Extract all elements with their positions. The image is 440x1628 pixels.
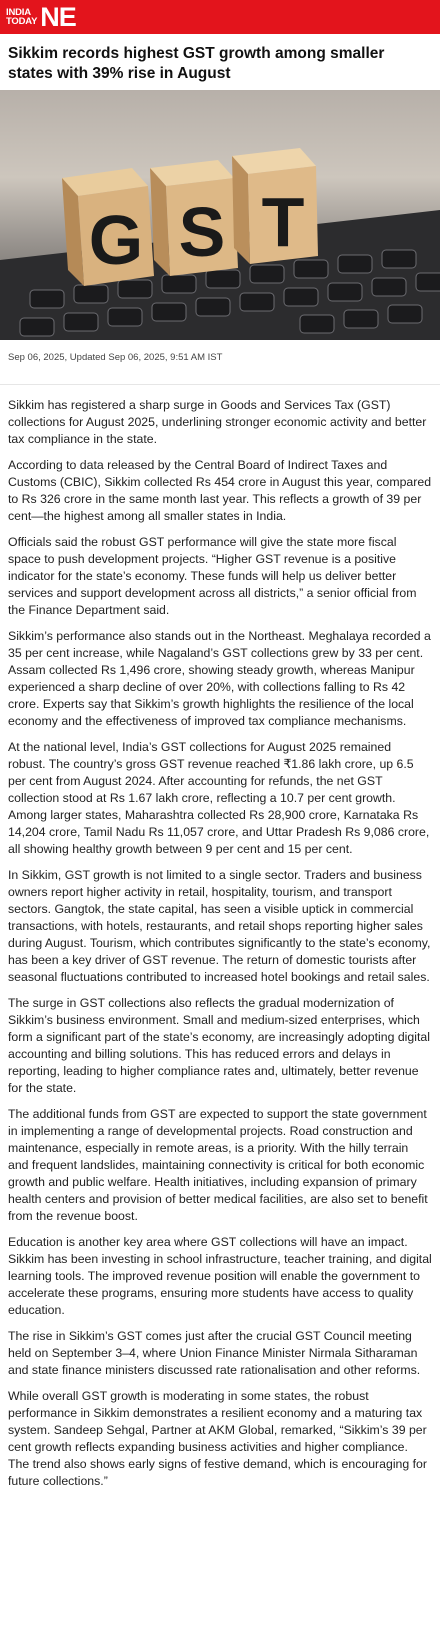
article-paragraph: Sikkim has registered a sharp surge in Goods and Services Tax (GST) collections for August 2025, underlining stronger economic activity and better tax compliance in the state. [8,398,427,446]
block-g [62,168,154,286]
hero-image-gst-blocks-on-calculator [0,90,440,340]
block-g-letter: G [88,201,144,279]
logo-line-india: INDIA [6,6,31,18]
article-paragraph: According to data released by the Central Board of Indirect Taxes and Customs (CBIC), Sikkim collected Rs 454 crore in August this year, compared to Rs 326 crore in the same month last year. This reflects a growth of 39 per cent—the highest among all smaller states in India. [8,458,432,523]
article-paragraph: Sikkim’s performance also stands out in the Northeast. Meghalaya recorded a 35 per cent increase, while Nagaland’s GST collections grew by 33 per cent. Assam collected Rs 1,496 crore, showing steady growth, whereas Manipur experienced a sharp decline of over 20%, with collections falling to Rs 42 crore. Experts say that Sikkim’s growth highlights the resilience of the local economy and the effectiveness of improved tax compliance mechanisms. [8,629,431,728]
article-paragraph: Education is another key area where GST collections will have an impact. Sikkim has been investing in school infrastructure, teacher training, and digital learning tools. The improved revenue position will enable the government to accelerate these programs, ensuring more students have access to quality education. [8,1235,432,1317]
section-divider [0,384,440,385]
hero-illustration [0,90,440,340]
logo-line-today: TODAY [6,16,38,27]
logo-wordmark [6,8,37,27]
block-s-letter: S [178,193,226,271]
article-paragraph: The additional funds from GST are expected to support the state government in implementing a range of developmental projects. Road construction and maintenance, especially in remote areas, is a priority. With the hilly terrain and frequent landslides, maintaining connectivity is critical for both economic growth and public welfare. Health initiatives, including expansion of primary health centers and provision of better medical facilities, are also set to benefit from the revenue boost. [8,1107,428,1223]
block-t-letter: T [261,183,305,261]
block-s [150,160,238,276]
article-body [0,397,440,1519]
block-t [232,148,318,264]
article-dateline: Sep 06, 2025, Updated Sep 06, 2025, 9:51 AM IST [8,352,223,363]
article-headline: Sikkim records highest GST growth among smaller states with 39% rise in August [8,45,385,82]
article-paragraph: At the national level, India’s GST collections for August 2025 remained robust. The country’s gross GST revenue reached ₹1.86 lakh crore, up 6.5 per cent from August 2024. After accounting for refunds, the net GST collection stood at Rs 1.67 lakh crore, reflecting a 10.7 per cent growth. Among larger states, Maharashtra collected Rs 28,900 crore, Karnataka Rs 14,204 crore, Tamil Nadu Rs 11,057 crore, and Uttar Pradesh Rs 9,086 crore, all showing healthy growth between 9 per cent and 15 per cent. [8,740,430,856]
india-today-ne-logo[interactable] [6,3,76,31]
article-paragraph: The surge in GST collections also reflects the gradual modernization of Sikkim’s business environment. Small and medium-sized enterprises, which form a significant part of the state’s economy, are increasingly adopting digital accounting and billing solutions. This has reduced errors and delays in reporting, leading to higher compliance rates and, ultimately, better revenue for the state. [8,996,430,1095]
site-header [0,0,440,34]
article-paragraph: While overall GST growth is moderating in some states, the robust performance in Sikkim demonstrates a resilient economy and a maturing tax system. Sandeep Sehgal, Partner at AKM Global, remarked, “Sikkim’s 39 per cent growth reflects expanding business activities and higher compliance. The trend also shows early signs of festive demand, which is encouraging for future collections.” [8,1389,427,1488]
article-paragraph: Officials said the robust GST performance will give the state more fiscal space to push development projects. “Higher GST revenue is a positive indicator for the state’s economy. These funds will help us deliver better services and support development across all districts,” a senior official from the Finance Department said. [8,535,417,617]
article-paragraph: In Sikkim, GST growth is not limited to a single sector. Traders and business owners report higher activity in retail, hospitality, tourism, and transport sectors. Gangtok, the state capital, has seen a visible uptick in commercial transactions, with hotels, restaurants, and retail shops reporting higher sales during August. Tourism, which contributes significantly to the state’s economy, has been a key driver of GST revenue. The return of domestic tourists after seasonal fluctuations contributed to increased hotel bookings and retail sales. [8,868,431,984]
article-paragraph: The rise in Sikkim’s GST comes just after the crucial GST Council meeting held on September 3–4, where Union Finance Minister Nirmala Sitharaman and state finance ministers discussed rate rationalisation and other reforms. [8,1329,421,1377]
logo-mark-ne: NE [40,2,76,32]
